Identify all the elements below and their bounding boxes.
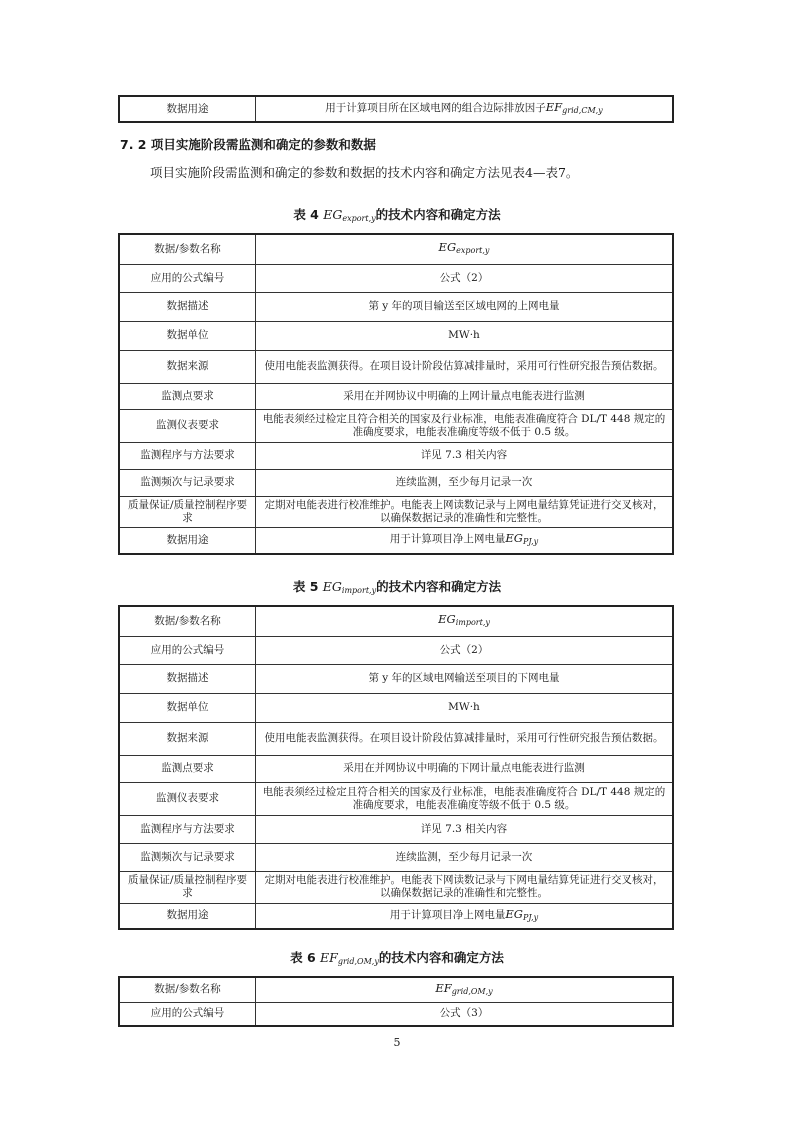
table6-caption: 表 6 $EF_{grid,OM,y}$的技术内容和确定方法 <box>290 950 504 966</box>
row-value: $EF_{grid,OM,y}$ <box>256 977 674 1002</box>
row-value: MW·h <box>256 321 674 350</box>
row-key: 质量保证/质量控制程序要求 <box>119 496 256 527</box>
row-key: 数据描述 <box>119 292 256 321</box>
row-key: 监测程序与方法要求 <box>119 815 256 843</box>
row-value: 连续监测，至少每月记录一次 <box>256 469 674 496</box>
row-value: 电能表须经过检定且符合相关的国家及行业标准，电能表准确度符合 DL/T 448 规定的准确度要求，电能表准确度等级不低于 0.5 级。 <box>256 782 674 815</box>
row-value: 详见 7.3 相关内容 <box>256 442 674 469</box>
table-row-value: 用于计算项目所在区域电网的组合边际排放因子$EF_{grid,CM,y}$ <box>256 96 674 122</box>
row-value: 使用电能表监测获得。在项目设计阶段估算减排量时，采用可行性研究报告预估数据。 <box>256 350 674 383</box>
row-value: 第 y 年的区域电网输送至项目的下网电量 <box>256 664 674 693</box>
row-key: 监测点要求 <box>119 755 256 782</box>
row-key: 监测程序与方法要求 <box>119 442 256 469</box>
row-value: MW·h <box>256 693 674 722</box>
row-key: 监测点要求 <box>119 383 256 409</box>
row-key: 数据用途 <box>119 527 256 554</box>
row-value: 第 y 年的项目输送至区域电网的上网电量 <box>256 292 674 321</box>
row-value: $EG_{export,y}$ <box>256 234 674 264</box>
row-key: 数据单位 <box>119 693 256 722</box>
row-key: 应用的公式编号 <box>119 1002 256 1026</box>
prev-table-tail <box>118 95 674 123</box>
row-key: 数据描述 <box>119 664 256 693</box>
row-key: 数据来源 <box>119 350 256 383</box>
row-value: 用于计算项目净上网电量$EG_{PJ,y}$ <box>256 903 674 929</box>
table5 <box>118 605 674 930</box>
row-key: 质量保证/质量控制程序要求 <box>119 871 256 903</box>
row-value: 用于计算项目净上网电量$EG_{PJ,y}$ <box>256 527 674 554</box>
row-key: 数据来源 <box>119 722 256 755</box>
row-key: 数据/参数名称 <box>119 606 256 636</box>
row-value: 使用电能表监测获得。在项目设计阶段估算减排量时，采用可行性研究报告预估数据。 <box>256 722 674 755</box>
table4 <box>118 233 674 555</box>
row-key: 监测频次与记录要求 <box>119 843 256 871</box>
row-value: 公式（3） <box>256 1002 674 1026</box>
row-key: 监测仪表要求 <box>119 782 256 815</box>
row-value: 公式（2） <box>256 264 674 292</box>
row-key: 数据/参数名称 <box>119 234 256 264</box>
page-number: 5 <box>393 1036 401 1049</box>
row-value: 采用在并网协议中明确的下网计量点电能表进行监测 <box>256 755 674 782</box>
row-key: 监测仪表要求 <box>119 409 256 442</box>
table-row-key: 数据用途 <box>119 96 256 122</box>
table6 <box>118 976 674 1027</box>
row-value: 定期对电能表进行校准维护。电能表上网读数记录与上网电量结算凭证进行交叉核对，以确保数据记录的准确性和完整性。 <box>256 496 674 527</box>
row-key: 数据用途 <box>119 903 256 929</box>
row-value: 连续监测，至少每月记录一次 <box>256 843 674 871</box>
row-value: 电能表须经过检定且符合相关的国家及行业标准，电能表准确度符合 DL/T 448 规定的准确度要求，电能表准确度等级不低于 0.5 级。 <box>256 409 674 442</box>
section-heading: 7. 2 项目实施阶段需监测和确定的参数和数据 <box>120 137 376 152</box>
row-key: 数据单位 <box>119 321 256 350</box>
row-key: 应用的公式编号 <box>119 636 256 664</box>
row-value: $EG_{import,y}$ <box>256 606 674 636</box>
row-key: 监测频次与记录要求 <box>119 469 256 496</box>
row-value: 详见 7.3 相关内容 <box>256 815 674 843</box>
row-value: 定期对电能表进行校准维护。电能表下网读数记录与下网电量结算凭证进行交叉核对，以确保数据记录的准确性和完整性。 <box>256 871 674 903</box>
row-value: 采用在并网协议中明确的上网计量点电能表进行监测 <box>256 383 674 409</box>
row-key: 数据/参数名称 <box>119 977 256 1002</box>
table4-caption: 表 4 $EG_{export,y}$的技术内容和确定方法 <box>293 207 501 223</box>
row-value: 公式（2） <box>256 636 674 664</box>
table5-caption: 表 5 $EG_{import,y}$的技术内容和确定方法 <box>292 579 502 595</box>
row-key: 应用的公式编号 <box>119 264 256 292</box>
section-paragraph: 项目实施阶段需监测和确定的参数和数据的技术内容和确定方法见表4—表7。 <box>150 165 579 180</box>
